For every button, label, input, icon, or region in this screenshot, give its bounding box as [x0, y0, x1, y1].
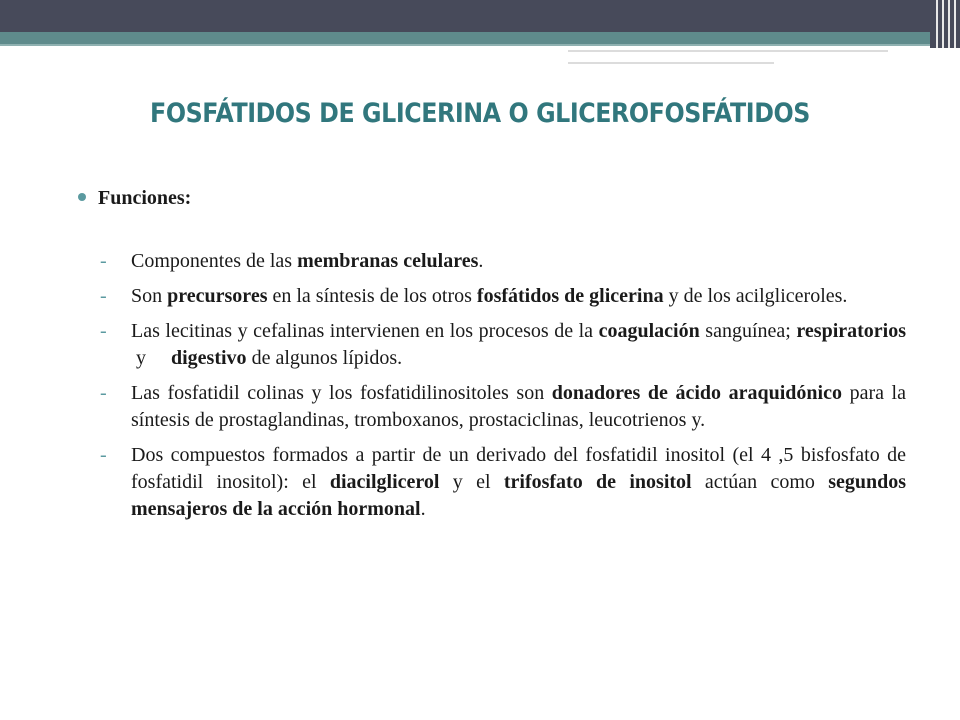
item-text: Componentes de las [131, 250, 298, 272]
dash-marker: - [100, 382, 107, 404]
item-emphasis: segundos mensajeros de la acción hormonal [131, 471, 907, 520]
dash-marker: - [100, 444, 107, 466]
bullet-label: Funciones: [98, 187, 192, 209]
header-bar-dark [0, 0, 960, 32]
item-emphasis: membranas celulares [297, 250, 479, 272]
list-item [100, 380, 906, 434]
header-bar-accent [0, 44, 930, 46]
decorative-line [568, 50, 888, 52]
dash-marker: - [100, 285, 107, 307]
item-text: sanguínea; [699, 320, 797, 342]
item-text: de algunos lípidos. [246, 347, 403, 369]
header-bar-teal [0, 32, 930, 44]
bullet-heading [78, 187, 191, 210]
decorative-line [568, 62, 774, 64]
item-emphasis: diacilglicerol [329, 471, 440, 493]
list-item [100, 442, 906, 523]
item-text: . [478, 250, 484, 272]
item-text: y [131, 347, 171, 369]
list-item [100, 318, 906, 372]
slide-title: FOSFÁTIDOS DE GLICERINA O GLICEROFOSFÁTIDOS [150, 98, 810, 129]
item-text: Dos compuestos formados a partir de un derivado del fosfatidil inositol (el 4 ,5 bisfosfato de fosfatidil inositol): el [131, 444, 906, 493]
item-emphasis: digestivo [171, 347, 247, 369]
item-emphasis: trifosfato de inositol [503, 471, 692, 493]
item-emphasis: respiratorios [796, 320, 906, 342]
function-list [100, 248, 906, 531]
item-text: en la síntesis de los otros [267, 285, 477, 307]
item-text: y de los acilgliceroles. [663, 285, 848, 307]
item-emphasis: precursores [167, 285, 268, 307]
item-text: . [420, 498, 426, 520]
item-text: Las lecitinas y cefalinas intervienen en los procesos de la [131, 320, 599, 342]
item-emphasis: fosfátidos de glicerina [476, 285, 664, 307]
bullet-dot-icon [78, 193, 86, 201]
header-corner-stripes [930, 0, 960, 48]
list-item [100, 248, 906, 275]
list-item [100, 283, 906, 310]
item-text: actúan como [691, 471, 829, 493]
item-text: para la síntesis de prostaglandinas, tromboxanos, prostaciclinas, leucotrienos y. [131, 382, 906, 431]
item-emphasis: donadores de ácido araquidónico [551, 382, 842, 404]
item-text: Son [131, 285, 168, 307]
dash-marker: - [100, 250, 107, 272]
item-text: y el [439, 471, 504, 493]
item-emphasis: coagulación [598, 320, 700, 342]
dash-marker: - [100, 320, 107, 342]
item-text: Las fosfatidil colinas y los fosfatidilinositoles son [131, 382, 552, 404]
